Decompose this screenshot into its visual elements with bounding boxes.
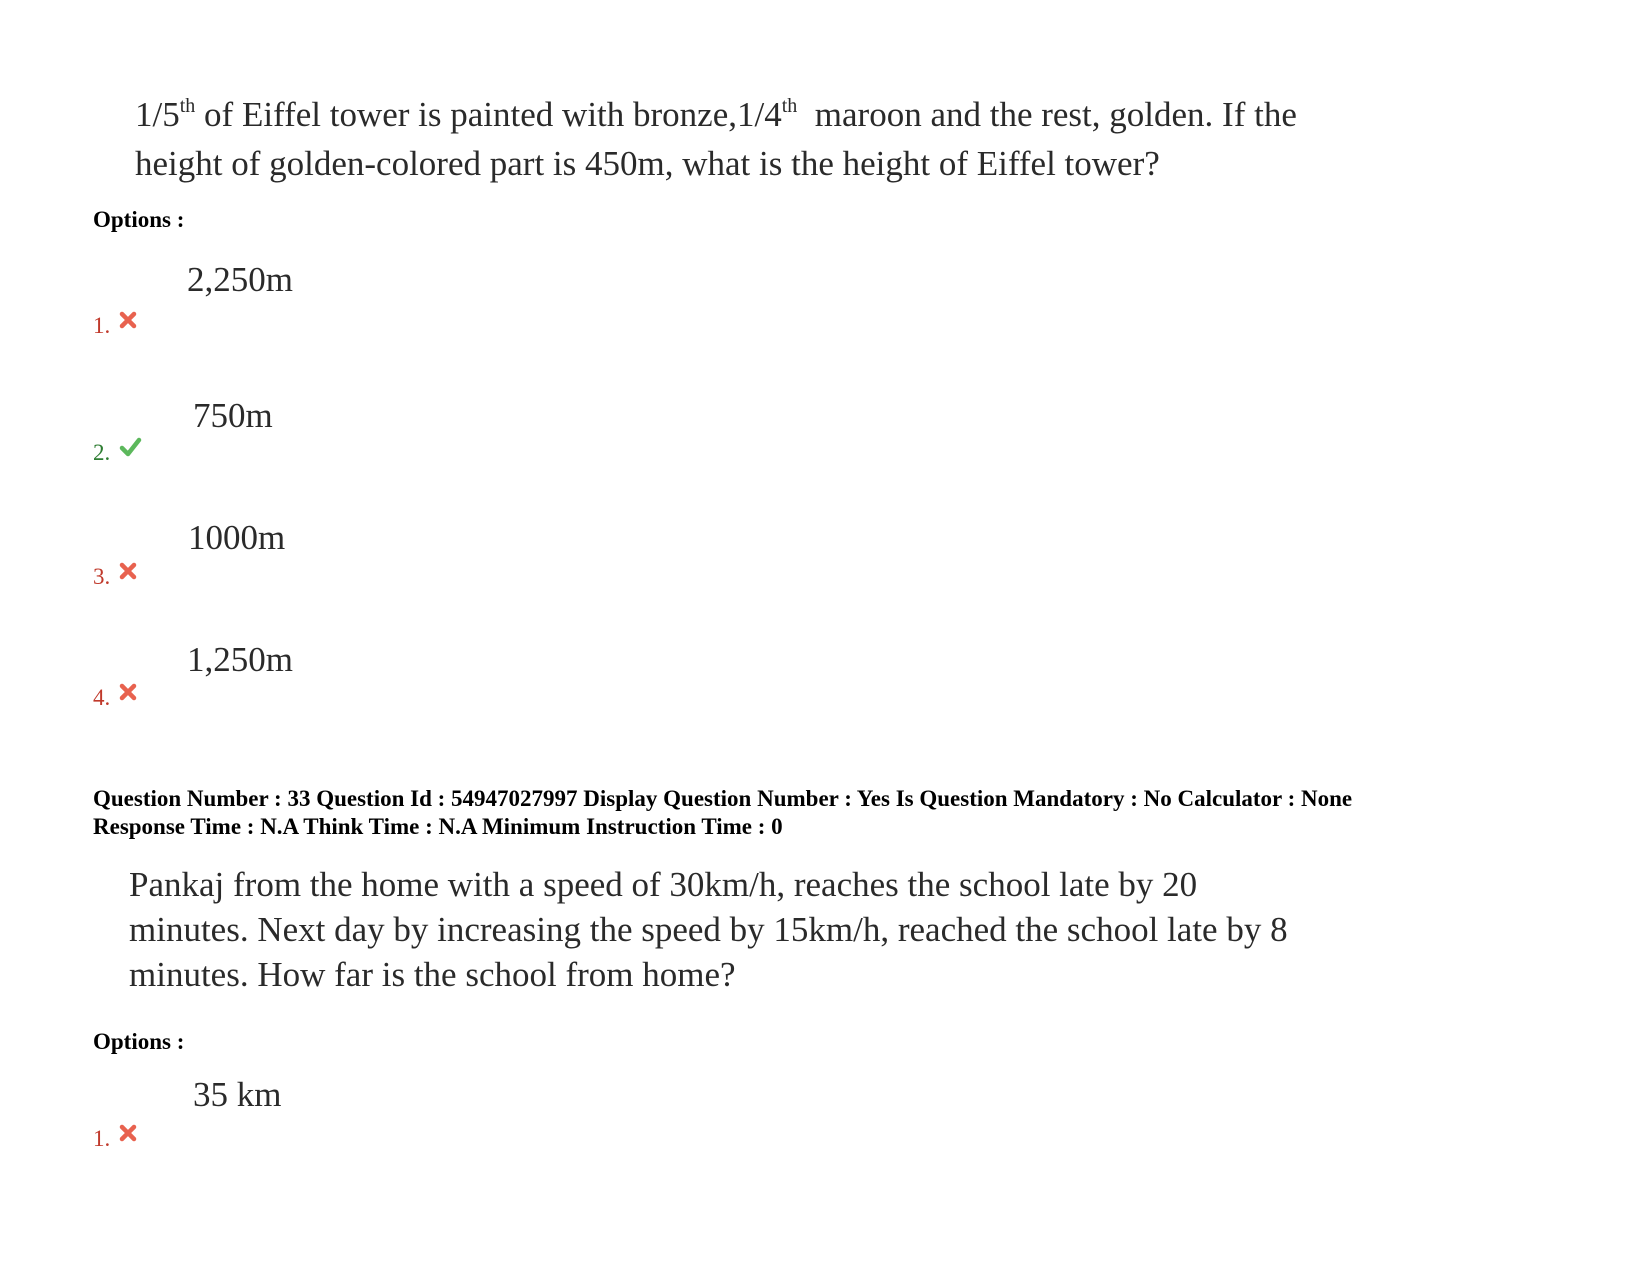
question-33-line-2: minutes. Next day by increasing the speed by 15km/h, reached the school late by 8 <box>129 910 1288 949</box>
question-32-line-2: height of golden-colored part is 450m, what is the height of Eiffel tower? <box>135 144 1160 183</box>
option-3-number: 3. <box>93 563 138 591</box>
cross-icon <box>118 682 138 702</box>
option-2-number: 2. <box>93 439 142 467</box>
question-32-text <box>135 90 1335 188</box>
question-32-line-1: 1/5th of Eiffel tower is painted with bronze,1/4th maroon and the rest, golden. If the <box>135 95 1297 134</box>
options-heading: Options : <box>93 207 185 232</box>
cross-icon <box>118 561 138 581</box>
question-33-line-3: minutes. How far is the school from home? <box>129 955 736 994</box>
option-1-number: 1. <box>93 312 138 340</box>
cross-icon <box>118 310 138 330</box>
check-icon <box>118 437 142 457</box>
option-1-text: 2,250m <box>187 260 293 299</box>
question-33-line-1: Pankaj from the home with a speed of 30km/h, reaches the school late by 20 <box>129 865 1198 904</box>
option-2-text: 750m <box>193 396 273 435</box>
option-1-number: 1. <box>93 1125 138 1153</box>
cross-icon <box>118 1123 138 1143</box>
option-4-text: 1,250m <box>187 640 293 679</box>
question-33-meta <box>93 785 1352 841</box>
question-33-meta-line-2: Response Time : N.A Think Time : N.A Minimum Instruction Time : 0 <box>93 814 783 839</box>
question-33-meta-line-1: Question Number : 33 Question Id : 54947027997 Display Question Number : Yes Is Question Mandatory : No Calculator : None <box>93 786 1353 811</box>
option-4-number: 4. <box>93 684 138 712</box>
option-3-text: 1000m <box>188 518 286 557</box>
option-1-text: 35 km <box>193 1075 282 1114</box>
options-heading: Options : <box>93 1029 185 1054</box>
question-33-text <box>129 862 1291 997</box>
